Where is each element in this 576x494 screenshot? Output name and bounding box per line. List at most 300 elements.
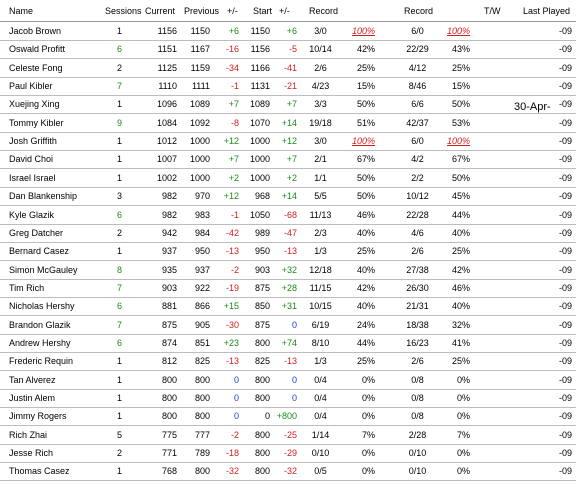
cell-record-2[interactable]: 2/28	[408, 429, 427, 440]
cell-plusminus-1[interactable]: +15	[223, 301, 239, 312]
cell-previous[interactable]: 1167	[190, 44, 210, 55]
cell-name[interactable]: Rich Zhai	[9, 429, 48, 440]
cell-start[interactable]: 850	[254, 301, 270, 312]
cell-plusminus-2[interactable]: -68	[283, 209, 297, 220]
cell-pct-2[interactable]: 25%	[451, 246, 470, 257]
cell-name[interactable]: Josh Griffith	[9, 136, 57, 147]
cell-record-2[interactable]: 2/6	[411, 356, 424, 367]
cell-previous[interactable]: 866	[194, 301, 210, 312]
header-plusminus-1[interactable]: +/-	[227, 6, 238, 16]
cell-current[interactable]: 812	[161, 356, 177, 367]
cell-pct-2[interactable]: 44%	[451, 209, 470, 220]
cell-current[interactable]: 1002	[156, 172, 177, 183]
cell-plusminus-1[interactable]: -16	[225, 44, 239, 55]
cell-plusminus-2[interactable]: +14	[281, 191, 297, 202]
cell-pct-2[interactable]: 50%	[451, 172, 470, 183]
table-row[interactable]	[0, 426, 576, 445]
cell-record-1[interactable]: 3/0	[314, 26, 327, 36]
cell-plusminus-1[interactable]: 0	[233, 411, 239, 422]
cell-current[interactable]: 1012	[156, 136, 177, 147]
cell-name[interactable]: Paul Kibler	[9, 81, 53, 92]
table-row[interactable]	[0, 206, 576, 225]
cell-previous[interactable]: 937	[194, 264, 210, 275]
cell-pct-1[interactable]: 24%	[356, 319, 375, 330]
cell-pct-2[interactable]: 25%	[451, 356, 470, 367]
cell-start[interactable]: 1131	[250, 81, 270, 92]
cell-name[interactable]: Jesse Rich	[9, 448, 54, 459]
header-name[interactable]: Name	[9, 6, 34, 16]
cell-sessions[interactable]: 6	[116, 209, 122, 220]
cell-current[interactable]: 1156	[157, 26, 177, 36]
cell-start[interactable]: 1166	[250, 62, 270, 73]
cell-last-played[interactable]: -09	[558, 411, 572, 422]
cell-last-played[interactable]: -09	[558, 246, 572, 257]
cell-record-2[interactable]: 26/30	[406, 282, 429, 293]
cell-pct-2[interactable]: 41%	[451, 337, 470, 348]
cell-name[interactable]: Celeste Fong	[9, 62, 63, 73]
cell-record-1[interactable]: 3/3	[314, 99, 327, 110]
cell-plusminus-1[interactable]: -13	[225, 356, 239, 367]
cell-start[interactable]: 1089	[249, 99, 270, 110]
cell-record-2[interactable]: 22/29	[406, 44, 429, 55]
cell-current[interactable]: 935	[161, 264, 177, 275]
cell-previous[interactable]: 1159	[190, 62, 210, 73]
cell-start[interactable]: 1070	[249, 117, 270, 128]
cell-previous[interactable]: 1111	[191, 81, 210, 92]
cell-pct-2[interactable]: 40%	[451, 301, 470, 312]
cell-current[interactable]: 800	[161, 393, 177, 403]
cell-last-played[interactable]: -09	[558, 301, 572, 312]
cell-record-2[interactable]: 8/46	[408, 81, 427, 92]
cell-sessions[interactable]: 1	[116, 172, 122, 183]
cell-record-2[interactable]: 0/8	[411, 374, 424, 385]
cell-record-1[interactable]: 10/15	[309, 301, 332, 312]
cell-record-1[interactable]: 8/10	[311, 337, 330, 348]
cell-last-played[interactable]: -09	[558, 44, 572, 55]
cell-plusminus-2[interactable]: -13	[283, 356, 297, 367]
cell-previous[interactable]: 970	[194, 191, 210, 202]
cell-name[interactable]: Jacob Brown	[9, 26, 62, 36]
cell-plusminus-1[interactable]: -13	[225, 246, 239, 257]
cell-name[interactable]: Xuejing Xing	[9, 99, 60, 110]
cell-start[interactable]: 875	[254, 319, 270, 330]
cell-pct-2[interactable]: 25%	[451, 62, 470, 73]
cell-last-played[interactable]: -09	[558, 117, 572, 128]
cell-sessions[interactable]: 5	[116, 429, 122, 440]
cell-plusminus-1[interactable]: +12	[223, 136, 239, 147]
cell-last-played[interactable]: -09	[558, 282, 572, 293]
cell-previous[interactable]: 922	[194, 282, 210, 293]
cell-current[interactable]: 775	[161, 429, 177, 440]
cell-record-2[interactable]: 21/31	[406, 301, 429, 312]
cell-pct-2[interactable]: 46%	[451, 282, 470, 293]
cell-previous[interactable]: 1089	[189, 99, 210, 110]
cell-record-2[interactable]: 16/23	[406, 337, 429, 348]
cell-current[interactable]: 800	[161, 374, 177, 385]
cell-record-1[interactable]: 0/5	[314, 466, 327, 477]
cell-plusminus-2[interactable]: +28	[281, 282, 297, 293]
cell-record-2[interactable]: 6/0	[411, 26, 424, 36]
cell-start[interactable]: 800	[254, 466, 270, 477]
cell-sessions[interactable]: 3	[116, 191, 122, 202]
cell-last-played[interactable]: -09	[558, 393, 572, 403]
cell-record-1[interactable]: 6/19	[311, 319, 330, 330]
cell-record-2[interactable]: 4/6	[411, 227, 424, 238]
cell-pct-1[interactable]: 0%	[361, 448, 375, 459]
cell-pct-2[interactable]: 0%	[456, 466, 470, 477]
cell-previous[interactable]: 905	[194, 319, 210, 330]
cell-name[interactable]: Oswald Profitt	[9, 44, 66, 55]
cell-record-1[interactable]: 3/0	[314, 136, 327, 147]
cell-pct-2[interactable]: 0%	[456, 448, 470, 459]
cell-record-1[interactable]: 1/1	[314, 172, 327, 183]
cell-record-1[interactable]: 1/3	[314, 356, 327, 367]
cell-pct-1[interactable]: 46%	[356, 209, 375, 220]
cell-last-played[interactable]: -09	[558, 62, 572, 73]
cell-plusminus-1[interactable]: +7	[228, 99, 239, 110]
cell-plusminus-2[interactable]: -41	[283, 62, 297, 73]
cell-start[interactable]: 968	[254, 191, 270, 202]
cell-pct-2[interactable]: 100%	[446, 26, 470, 36]
cell-start[interactable]: 825	[254, 356, 270, 367]
cell-record-1[interactable]: 11/15	[309, 282, 332, 293]
cell-current[interactable]: 1151	[157, 44, 177, 55]
cell-record-1[interactable]: 10/14	[309, 44, 332, 55]
cell-pct-1[interactable]: 25%	[356, 62, 375, 73]
cell-start[interactable]: 800	[254, 337, 270, 348]
cell-pct-1[interactable]: 50%	[356, 99, 375, 110]
table-row[interactable]	[0, 95, 576, 114]
cell-current[interactable]: 1125	[157, 62, 177, 73]
cell-previous[interactable]: 825	[194, 356, 210, 367]
cell-previous[interactable]: 789	[194, 448, 210, 459]
cell-current[interactable]: 768	[161, 466, 177, 477]
cell-previous[interactable]: 1000	[189, 154, 210, 165]
cell-plusminus-1[interactable]: +7	[228, 154, 239, 165]
cell-sessions[interactable]: 7	[116, 81, 122, 92]
cell-record-2[interactable]: 2/2	[411, 172, 424, 183]
cell-sessions[interactable]: 1	[116, 246, 122, 257]
cell-last-played[interactable]: -09	[558, 264, 572, 275]
cell-pct-1[interactable]: 42%	[356, 44, 375, 55]
cell-name[interactable]: David Choi	[9, 154, 54, 165]
table-row[interactable]	[0, 169, 576, 188]
cell-plusminus-1[interactable]: -34	[225, 62, 239, 73]
cell-last-played[interactable]: -09	[558, 337, 572, 348]
header-previous[interactable]: Previous	[184, 6, 220, 16]
cell-plusminus-2[interactable]: -29	[283, 448, 297, 459]
cell-name[interactable]: Greg Datcher	[9, 227, 64, 238]
table-row[interactable]	[0, 389, 576, 408]
cell-plusminus-1[interactable]: 0	[233, 393, 239, 403]
cell-pct-1[interactable]: 67%	[356, 154, 375, 165]
cell-last-played[interactable]: -09	[558, 356, 572, 367]
table-row[interactable]	[0, 444, 576, 463]
cell-record-1[interactable]: 4/23	[311, 81, 330, 92]
cell-sessions[interactable]: 1	[116, 374, 122, 385]
cell-current[interactable]: 771	[161, 448, 177, 459]
cell-plusminus-2[interactable]: +12	[281, 136, 297, 147]
cell-plusminus-2[interactable]: +6	[286, 26, 297, 36]
cell-plusminus-1[interactable]: -19	[225, 282, 239, 293]
cell-plusminus-1[interactable]: -2	[230, 429, 239, 440]
cell-plusminus-1[interactable]: -30	[225, 319, 239, 330]
cell-pct-2[interactable]: 0%	[456, 411, 470, 422]
header-sessions[interactable]: Sessions	[105, 6, 142, 16]
cell-start[interactable]: 1000	[249, 136, 270, 147]
cell-plusminus-1[interactable]: 0	[233, 374, 239, 385]
cell-sessions[interactable]: 1	[116, 154, 122, 165]
table-row[interactable]	[0, 150, 576, 169]
cell-current[interactable]: 874	[161, 337, 177, 348]
cell-record-2[interactable]: 2/6	[411, 246, 424, 257]
cell-sessions[interactable]: 7	[116, 282, 122, 293]
cell-pct-2[interactable]: 40%	[451, 227, 470, 238]
cell-record-2[interactable]: 42/37	[406, 117, 429, 128]
header-record-1[interactable]: Record	[309, 6, 339, 16]
cell-plusminus-1[interactable]: -42	[225, 227, 239, 238]
cell-start[interactable]: 1000	[249, 154, 270, 165]
cell-sessions[interactable]: 6	[116, 44, 122, 55]
table-row[interactable]	[0, 40, 576, 59]
cell-plusminus-2[interactable]: +7	[286, 154, 297, 165]
cell-previous[interactable]: 950	[194, 246, 210, 257]
cell-previous[interactable]: 1092	[189, 117, 210, 128]
cell-pct-2[interactable]: 50%	[451, 99, 470, 110]
cell-last-played[interactable]: -09	[558, 429, 572, 440]
cell-pct-1[interactable]: 0%	[361, 466, 375, 477]
cell-pct-1[interactable]: 100%	[351, 136, 375, 147]
cell-previous[interactable]: 800	[194, 374, 210, 385]
cell-plusminus-2[interactable]: -25	[283, 429, 297, 440]
cell-record-2[interactable]: 4/2	[411, 154, 424, 165]
header-start[interactable]: Start	[253, 6, 273, 16]
cell-last-played[interactable]: -09	[558, 26, 572, 36]
cell-current[interactable]: 982	[161, 209, 177, 220]
cell-plusminus-1[interactable]: +2	[228, 172, 239, 183]
header-plusminus-2[interactable]: +/-	[279, 6, 290, 16]
table-row[interactable]	[0, 279, 576, 298]
cell-plusminus-2[interactable]: +800	[276, 411, 297, 422]
cell-start[interactable]: 800	[254, 448, 270, 459]
cell-start[interactable]: 800	[254, 429, 270, 440]
cell-record-1[interactable]: 5/5	[314, 191, 327, 202]
table-row[interactable]	[0, 371, 576, 390]
cell-name[interactable]: Brandon Glazik	[9, 319, 71, 330]
cell-plusminus-1[interactable]: +23	[223, 337, 239, 348]
cell-plusminus-2[interactable]: 0	[291, 319, 297, 330]
cell-plusminus-1[interactable]: -18	[225, 448, 239, 459]
cell-last-played[interactable]: -09	[558, 374, 572, 385]
cell-plusminus-2[interactable]: +14	[281, 117, 297, 128]
cell-last-played[interactable]: -09	[558, 154, 572, 165]
table-row[interactable]	[0, 407, 576, 426]
cell-sessions[interactable]: 1	[116, 356, 122, 367]
table-row[interactable]	[0, 334, 576, 353]
cell-name[interactable]: Nicholas Hershy	[9, 301, 75, 312]
cell-record-2[interactable]: 22/28	[406, 209, 429, 220]
cell-name[interactable]: Tommy Kibler	[9, 117, 64, 128]
cell-pct-1[interactable]: 25%	[356, 356, 375, 367]
cell-pct-1[interactable]: 25%	[356, 246, 375, 257]
cell-record-2[interactable]: 6/0	[411, 136, 424, 147]
cell-current[interactable]: 937	[161, 246, 177, 257]
cell-sessions[interactable]: 2	[116, 227, 122, 238]
cell-sessions[interactable]: 1	[116, 411, 122, 422]
cell-pct-1[interactable]: 40%	[356, 301, 375, 312]
cell-record-2[interactable]: 0/8	[411, 393, 424, 403]
cell-plusminus-2[interactable]: -47	[283, 227, 297, 238]
cell-record-1[interactable]: 2/1	[314, 154, 327, 165]
cell-plusminus-2[interactable]: -5	[288, 44, 297, 55]
cell-name[interactable]: Bernard Casez	[9, 246, 70, 257]
cell-last-played[interactable]: -09	[558, 448, 572, 459]
cell-plusminus-1[interactable]: +6	[228, 26, 239, 36]
cell-record-1[interactable]: 19/18	[309, 117, 332, 128]
cell-plusminus-1[interactable]: +12	[223, 191, 239, 202]
table-row[interactable]	[0, 132, 576, 151]
cell-plusminus-2[interactable]: +74	[281, 337, 297, 348]
cell-start[interactable]: 950	[254, 246, 270, 257]
cell-record-2[interactable]: 6/6	[411, 99, 424, 110]
cell-sessions[interactable]: 1	[116, 99, 122, 110]
cell-pct-1[interactable]: 50%	[356, 191, 375, 202]
cell-pct-1[interactable]: 15%	[356, 81, 375, 92]
cell-previous[interactable]: 800	[194, 393, 210, 403]
cell-pct-2[interactable]: 7%	[456, 429, 470, 440]
cell-record-1[interactable]: 12/18	[309, 264, 332, 275]
cell-start[interactable]: 903	[254, 264, 270, 275]
cell-plusminus-2[interactable]: -13	[283, 246, 297, 257]
cell-record-2[interactable]: 4/12	[408, 62, 427, 73]
cell-pct-1[interactable]: 42%	[356, 282, 375, 293]
cell-current[interactable]: 800	[161, 411, 177, 422]
cell-pct-2[interactable]: 67%	[451, 154, 470, 165]
header-record-2[interactable]: Record	[404, 6, 434, 16]
cell-last-played[interactable]: -09	[558, 319, 572, 330]
cell-plusminus-2[interactable]: -32	[283, 466, 297, 477]
cell-plusminus-2[interactable]: +31	[281, 301, 297, 312]
table-row[interactable]	[0, 77, 576, 96]
table-row[interactable]	[0, 224, 576, 243]
cell-plusminus-2[interactable]: +7	[286, 99, 297, 110]
cell-start[interactable]: 875	[254, 282, 270, 293]
header-current[interactable]: Current	[145, 6, 176, 16]
cell-sessions[interactable]: 1	[116, 136, 122, 147]
table-row[interactable]	[0, 22, 576, 41]
cell-sessions[interactable]: 6	[116, 337, 122, 348]
cell-pct-1[interactable]: 40%	[356, 227, 375, 238]
cell-pct-1[interactable]: 0%	[361, 411, 375, 422]
cell-start[interactable]: 1050	[249, 209, 270, 220]
cell-current[interactable]: 881	[161, 301, 177, 312]
cell-sessions[interactable]: 2	[116, 62, 122, 73]
cell-last-played[interactable]: -09	[558, 227, 572, 238]
cell-sessions[interactable]: 1	[116, 466, 122, 477]
cell-plusminus-1[interactable]: -2	[230, 264, 239, 275]
cell-previous[interactable]: 777	[194, 429, 210, 440]
cell-name[interactable]: Kyle Glazik	[9, 209, 55, 220]
cell-record-1[interactable]: 11/13	[309, 209, 332, 220]
cell-sessions[interactable]: 1	[116, 26, 122, 36]
cell-record-1[interactable]: 2/6	[314, 62, 327, 73]
cell-pct-1[interactable]: 50%	[356, 172, 375, 183]
cell-current[interactable]: 1084	[156, 117, 177, 128]
cell-pct-1[interactable]: 51%	[356, 117, 375, 128]
cell-sessions[interactable]: 6	[116, 301, 122, 312]
cell-name[interactable]: Jimmy Rogers	[9, 411, 67, 422]
cell-previous[interactable]: 1000	[189, 172, 210, 183]
cell-record-1[interactable]: 0/4	[314, 374, 327, 385]
cell-pct-1[interactable]: 0%	[361, 374, 375, 385]
cell-record-1[interactable]: 1/3	[314, 246, 327, 257]
cell-pct-2[interactable]: 100%	[446, 136, 470, 147]
cell-name[interactable]: Dan Blankenship	[9, 191, 78, 202]
cell-current[interactable]: 942	[161, 227, 177, 238]
cell-last-played[interactable]: -09	[558, 209, 572, 220]
cell-name[interactable]: Israel Israel	[9, 172, 56, 183]
cell-sessions[interactable]: 9	[116, 117, 122, 128]
cell-start[interactable]: 1000	[249, 172, 270, 183]
cell-last-played[interactable]: -09	[558, 191, 572, 202]
cell-start[interactable]: 1156	[250, 44, 270, 55]
cell-last-played[interactable]: -09	[558, 99, 572, 110]
cell-record-1[interactable]: 0/10	[311, 448, 330, 459]
cell-pct-1[interactable]: 44%	[356, 337, 375, 348]
table-row[interactable]	[0, 242, 576, 261]
cell-current[interactable]: 903	[161, 282, 177, 293]
table-row[interactable]	[0, 59, 576, 78]
cell-start[interactable]: 800	[254, 374, 270, 385]
cell-name[interactable]: Frederic Requin	[9, 356, 74, 367]
cell-plusminus-2[interactable]: +32	[281, 264, 297, 275]
table-row[interactable]	[0, 261, 576, 280]
cell-last-played[interactable]: -09	[558, 172, 572, 183]
cell-start[interactable]: 800	[254, 393, 270, 403]
table-row[interactable]	[0, 114, 576, 133]
cell-plusminus-1[interactable]: -1	[230, 81, 239, 92]
cell-previous[interactable]: 983	[194, 209, 210, 220]
cell-pct-2[interactable]: 32%	[451, 319, 470, 330]
cell-record-1[interactable]: 0/4	[314, 393, 327, 403]
cell-record-2[interactable]: 0/10	[408, 448, 427, 459]
cell-pct-1[interactable]: 0%	[361, 393, 375, 403]
cell-current[interactable]: 875	[161, 319, 177, 330]
cell-previous[interactable]: 1150	[190, 26, 210, 36]
cell-record-2[interactable]: 18/38	[406, 319, 429, 330]
cell-last-played[interactable]: -09	[558, 466, 572, 477]
cell-name[interactable]: Andrew Hershy	[9, 337, 71, 348]
cell-record-2[interactable]: 0/8	[411, 411, 424, 422]
cell-plusminus-1[interactable]: -8	[230, 117, 239, 128]
cell-record-2[interactable]: 10/12	[406, 191, 429, 202]
cell-pct-2[interactable]: 45%	[451, 191, 470, 202]
cell-sessions[interactable]: 8	[116, 264, 122, 275]
cell-start[interactable]: 0	[264, 411, 270, 422]
cell-record-2[interactable]: 27/38	[406, 264, 429, 275]
cell-previous[interactable]: 851	[194, 337, 210, 348]
cell-record-1[interactable]: 2/3	[314, 227, 327, 238]
cell-plusminus-2[interactable]: +2	[286, 172, 297, 183]
cell-name[interactable]: Tan Alverez	[9, 374, 56, 385]
cell-current[interactable]: 1007	[156, 154, 177, 165]
cell-plusminus-2[interactable]: -21	[283, 81, 297, 92]
cell-pct-1[interactable]: 100%	[351, 26, 375, 36]
cell-pct-1[interactable]: 40%	[356, 264, 375, 275]
table-row[interactable]	[0, 316, 576, 335]
cell-previous[interactable]: 1000	[189, 136, 210, 147]
cell-current[interactable]: 982	[161, 191, 177, 202]
